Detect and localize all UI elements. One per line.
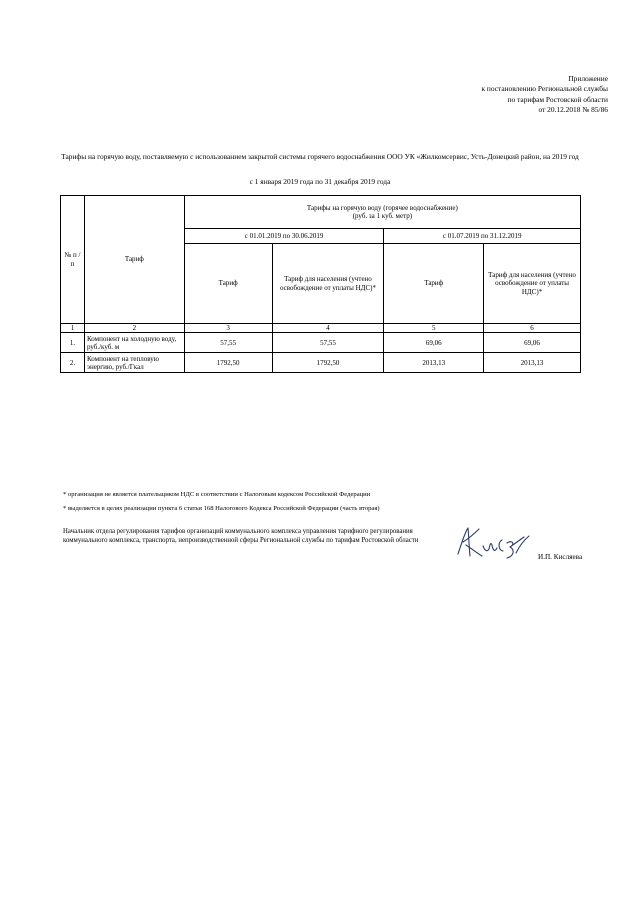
appendix-line-2: к постановлению Региональной службы (481, 84, 608, 94)
header-hot-water-line-2: (руб. за 1 куб. метр) (352, 212, 413, 220)
row-value-p1-tariff: 1792,50 (184, 353, 272, 373)
header-hot-water-line-1: Тарифы на горячую воду (горячее водоснабжение) (306, 203, 458, 212)
signature-graphic (452, 520, 532, 562)
column-index: 1 (61, 324, 85, 333)
row-value-p2-tariff: 2013,13 (384, 353, 484, 373)
column-index: 6 (484, 324, 581, 333)
header-p1-tariff: Тариф (184, 244, 272, 324)
appendix-line-3: по тарифам Ростовской области (507, 94, 608, 104)
column-index: 2 (84, 324, 184, 333)
header-period-2: с 01.07.2019 по 31.12.2019 (384, 229, 581, 244)
header-period-1: с 01.01.2019 по 30.06.2019 (184, 229, 384, 244)
row-number: 2. (61, 353, 85, 373)
row-component-name: Компонент на холодную воду, руб./куб. м (84, 333, 184, 353)
appendix-header (481, 74, 608, 115)
row-value-p1-population: 1792,50 (272, 353, 384, 373)
header-row-number: № п /п (61, 196, 85, 324)
document-title: Тарифы на горячую воду, поставляемую с использованием закрытой системы горячего водоснабжения ООО УК «Жилкомсервис, Усть-Донецкий район, на 2019 год (61, 152, 579, 161)
table-row (61, 353, 581, 373)
header-p2-tariff: Тариф (384, 244, 484, 324)
header-tariff: Тариф (84, 196, 184, 324)
footnote-vat-exempt: * организация не является плательщиком НДС в соответствии с Налоговым кодексом Российской Федерации (63, 491, 371, 498)
row-value-p2-tariff: 69,06 (384, 333, 484, 353)
appendix-line-1: Приложение (568, 74, 608, 83)
column-index: 3 (184, 324, 272, 333)
handwritten-signature (452, 520, 532, 567)
row-value-p2-population: 2013,13 (484, 353, 581, 373)
signatory-position: Начальник отдела регулирования тарифов организаций коммунального комплекса управления тарифного регулирования коммунального комплекса, транспорта, непроизводственной сферы Региональной службы по тарифам Ростовской области (63, 528, 419, 545)
validity-period: с 1 января 2019 года по 31 декабря 2019 года (249, 177, 391, 186)
header-hot-water-tariffs (184, 196, 580, 229)
table-row (61, 333, 581, 353)
header-p1-population-tariff: Тариф для населения (учтено освобождение от уплаты НДС)* (272, 244, 384, 324)
row-value-p1-population: 57,55 (272, 333, 384, 353)
appendix-line-4: от 20.12.2018 № 85/86 (538, 104, 608, 114)
row-component-name: Компонент на тепловую энергию, руб./Гкал (84, 353, 184, 373)
row-value-p2-population: 69,06 (484, 333, 581, 353)
column-index: 4 (272, 324, 384, 333)
signer-name: И.П. Кисляева (538, 553, 583, 561)
header-p2-population-tariff: Тариф для населения (учтено освобождение от уплаты НДС)* (484, 244, 581, 324)
column-index-row (61, 324, 581, 333)
footnote-vat-article: * выделяется в целях реализации пункта 6 статьи 168 Налогового Кодекса Российской Федерации (часть вторая) (63, 505, 380, 512)
column-index: 5 (384, 324, 484, 333)
tariff-table (60, 195, 581, 373)
row-value-p1-tariff: 57,55 (184, 333, 272, 353)
row-number: 1. (61, 333, 85, 353)
